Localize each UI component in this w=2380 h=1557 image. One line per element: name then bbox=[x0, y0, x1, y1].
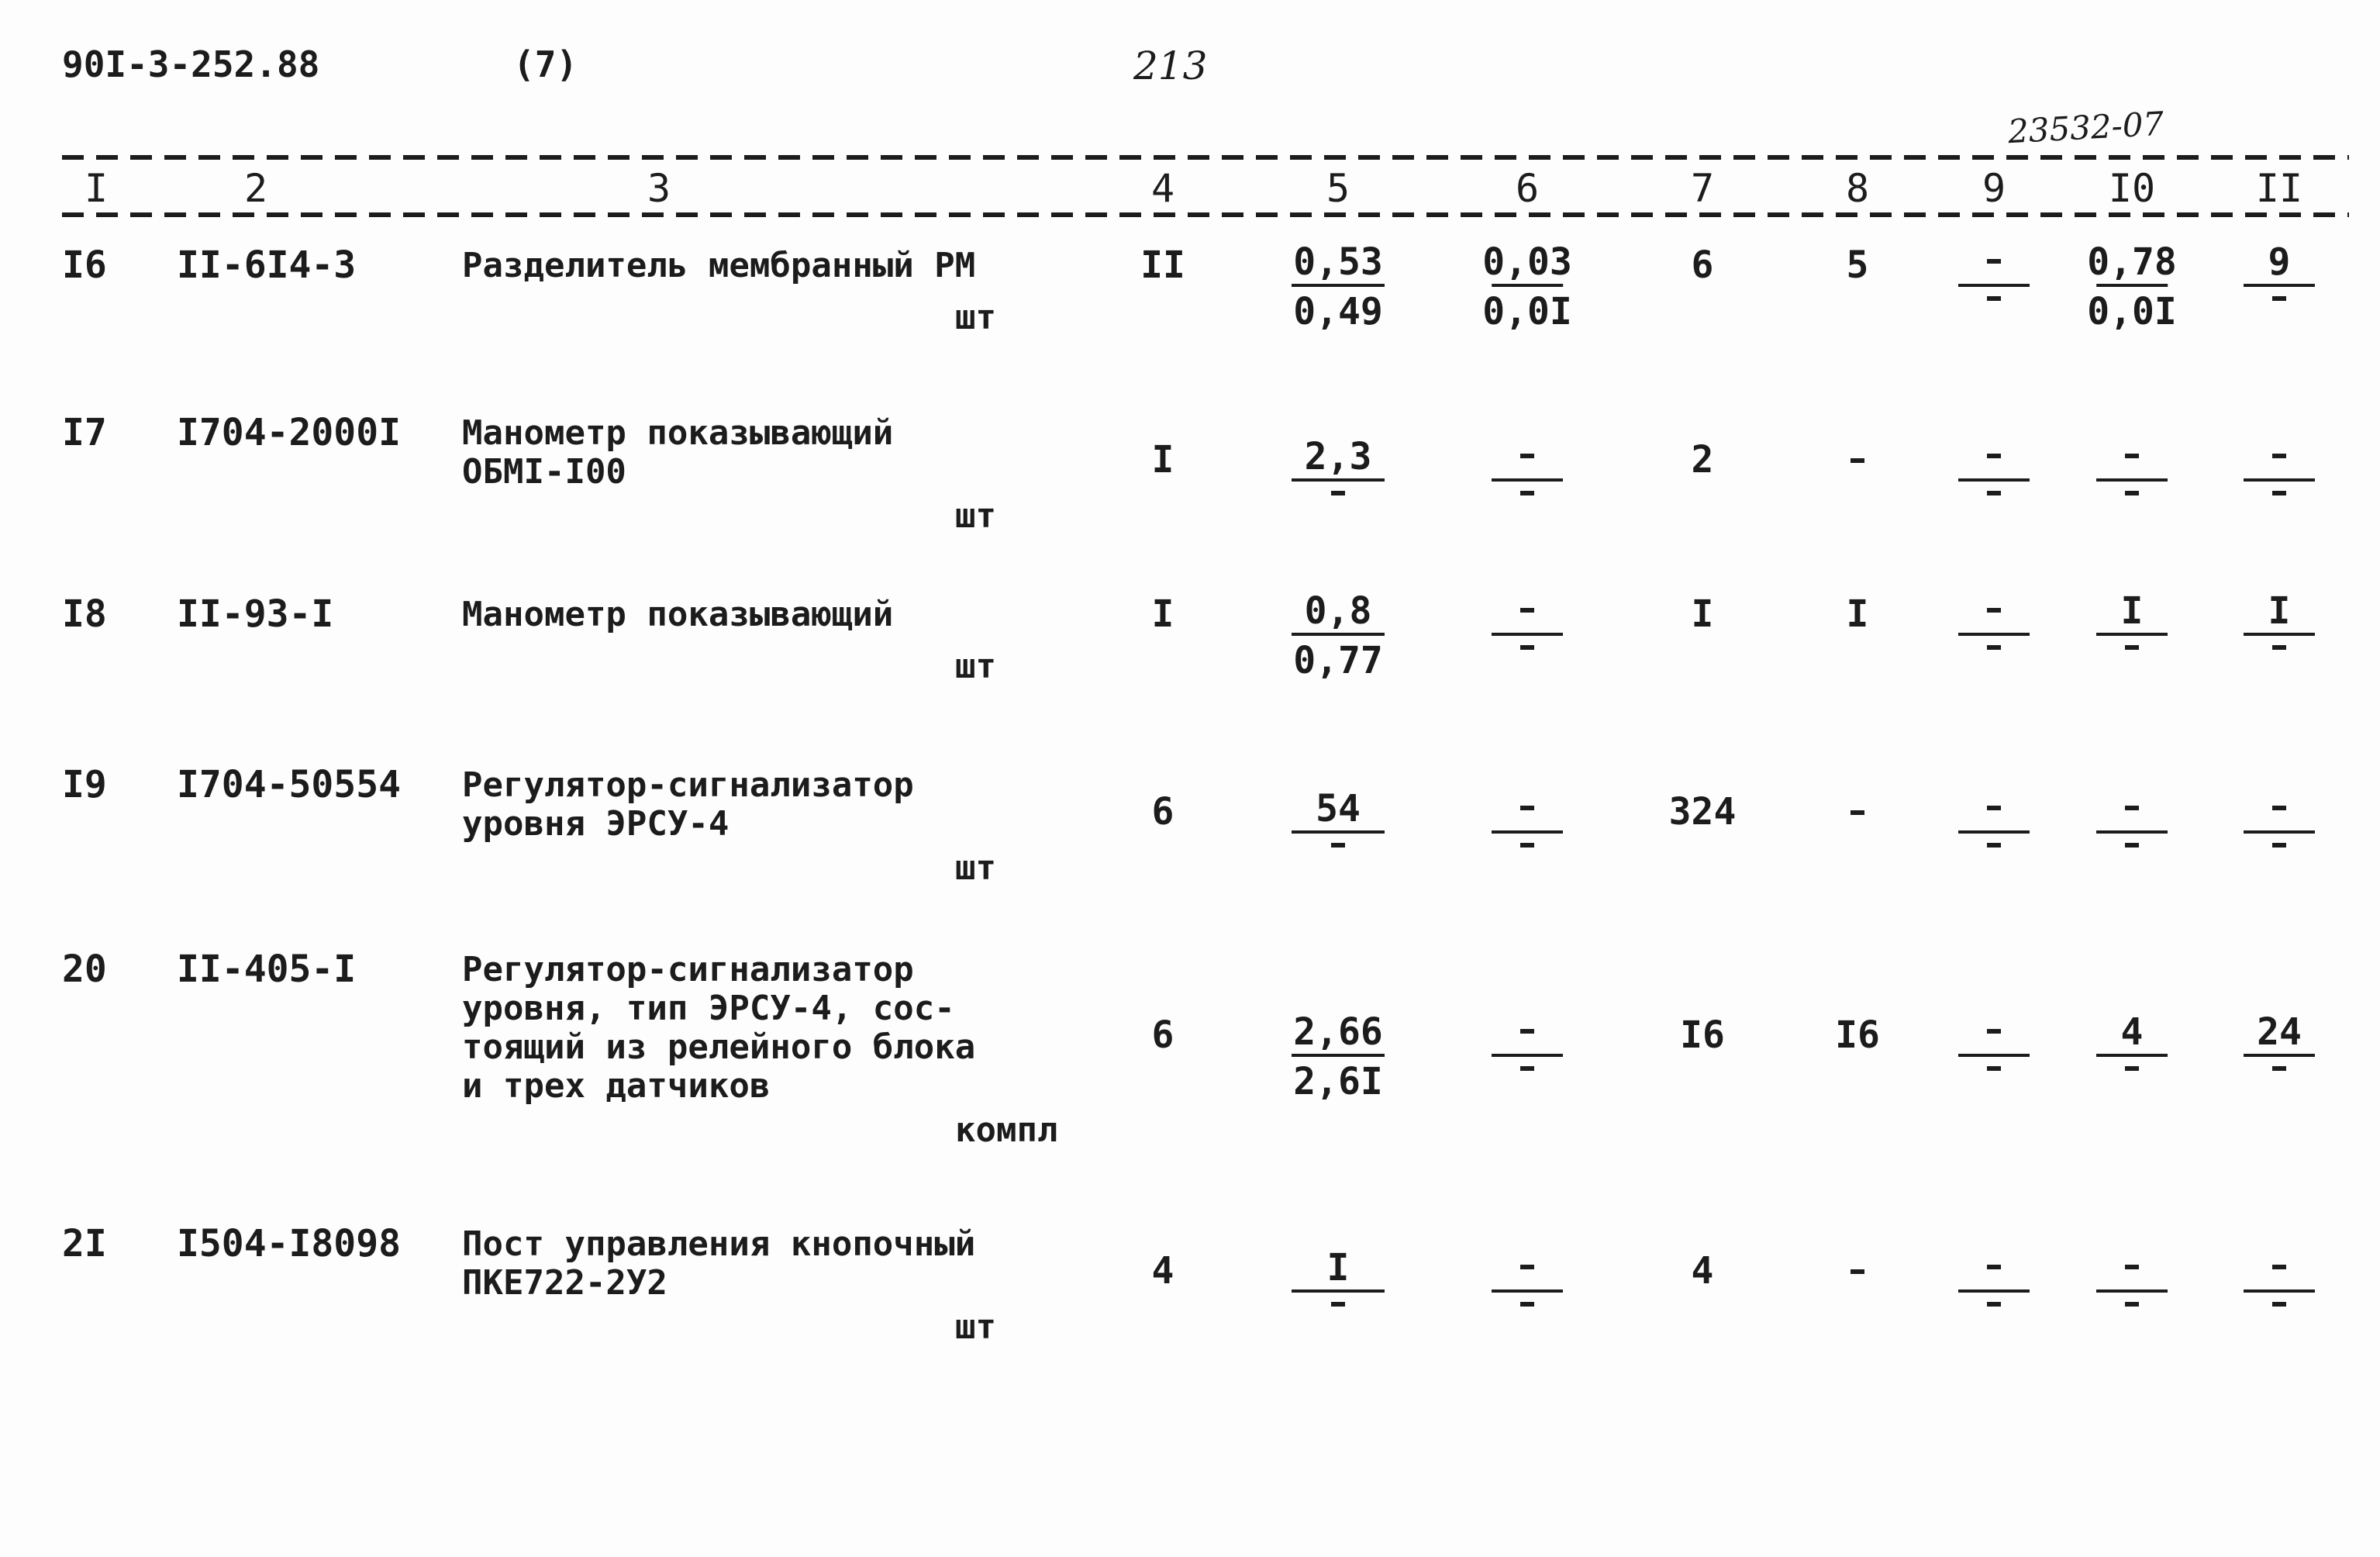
column-7-value: I6 bbox=[1680, 1013, 1725, 1057]
quantity: I bbox=[1151, 592, 1174, 636]
fraction-numerator bbox=[1983, 1248, 2006, 1288]
fraction-bar bbox=[1958, 1289, 2030, 1293]
fraction-cell-c5 bbox=[1292, 437, 1385, 526]
fraction-cell-c11 bbox=[2244, 789, 2315, 879]
fraction-denominator: 0,0I bbox=[2087, 290, 2177, 333]
dash-mark bbox=[2272, 1265, 2286, 1269]
fraction-bar bbox=[1292, 478, 1385, 482]
fraction-denominator bbox=[1327, 486, 1350, 526]
item-name-line: и трех датчиков bbox=[462, 1066, 771, 1106]
header-rule-top bbox=[62, 155, 2349, 160]
fraction-cell-c6 bbox=[1492, 789, 1563, 879]
dash-mark bbox=[2125, 1066, 2139, 1071]
fraction-cell-c9 bbox=[1958, 591, 2030, 681]
fraction-bar bbox=[1492, 1054, 1563, 1057]
fraction-denominator bbox=[1983, 1062, 2006, 1102]
column-number: 8 bbox=[1845, 166, 1870, 211]
fraction-cell-c6 bbox=[1492, 437, 1563, 526]
dash-mark bbox=[2272, 296, 2286, 301]
fraction-bar bbox=[1958, 633, 2030, 636]
dash-mark bbox=[1987, 491, 2001, 495]
fraction-numerator: 0,53 bbox=[1293, 240, 1383, 284]
item-name-line: тоящий из релейного блока bbox=[462, 1027, 976, 1067]
dash-mark bbox=[2125, 1302, 2139, 1307]
dash-mark bbox=[1987, 454, 2001, 458]
fraction-cell-c5 bbox=[1292, 1012, 1385, 1102]
fraction-numerator: 2,3 bbox=[1304, 435, 1372, 478]
quantity: II bbox=[1140, 243, 1185, 287]
dash-mark bbox=[1520, 1265, 1534, 1269]
fraction-cell-c10 bbox=[2096, 1248, 2168, 1338]
fraction-cell-c5 bbox=[1292, 242, 1385, 332]
dash-mark bbox=[1987, 1302, 2001, 1307]
dash-mark bbox=[2125, 454, 2139, 458]
item-name-line: Регулятор-сигнализатор bbox=[462, 765, 914, 805]
column-7-value: 6 bbox=[1691, 243, 1714, 287]
fraction-numerator: I bbox=[2120, 589, 2144, 633]
fraction-bar bbox=[2244, 1289, 2315, 1293]
fraction-bar bbox=[1958, 284, 2030, 287]
column-number: 3 bbox=[647, 166, 671, 211]
fraction-cell-c11 bbox=[2244, 242, 2315, 332]
fraction-numerator bbox=[1983, 591, 2006, 631]
fraction-bar bbox=[2096, 1054, 2168, 1057]
fraction-bar bbox=[1958, 830, 2030, 834]
designation-code: II-405-I bbox=[177, 948, 357, 991]
item-name-line: Разделитель мембранный РМ bbox=[462, 246, 976, 285]
dash-mark bbox=[1520, 608, 1534, 613]
row-number: 20 bbox=[62, 948, 107, 991]
quantity: I bbox=[1151, 438, 1174, 482]
fraction-bar bbox=[1958, 1054, 2030, 1057]
column-8-value: 5 bbox=[1846, 243, 1869, 287]
fraction-denominator bbox=[1983, 486, 2006, 526]
fraction-cell-c11 bbox=[2244, 591, 2315, 681]
row-number: I8 bbox=[62, 592, 107, 636]
column-number: I bbox=[84, 166, 109, 211]
item-name-line: уровня ЭРСУ-4 bbox=[462, 804, 730, 844]
fraction-bar bbox=[2244, 284, 2315, 287]
fraction-bar bbox=[1492, 284, 1563, 287]
unit-of-measure: компл bbox=[955, 1110, 1058, 1150]
dash-mark bbox=[2125, 843, 2139, 848]
document-code: 90I-3-252.88 bbox=[62, 43, 320, 85]
fraction-denominator bbox=[1516, 640, 1539, 681]
fraction-denominator: 0,77 bbox=[1293, 639, 1383, 682]
unit-of-measure: шт bbox=[955, 496, 996, 536]
archive-stamp: 23532-07 bbox=[2006, 104, 2165, 151]
fraction-denominator: 0,0I bbox=[1482, 290, 1572, 333]
fraction-cell-c9 bbox=[1958, 789, 2030, 879]
fraction-cell-c10 bbox=[2087, 242, 2177, 332]
fraction-denominator bbox=[1516, 1297, 1539, 1338]
dash-mark bbox=[1987, 1029, 2001, 1034]
row-number: 2I bbox=[62, 1222, 107, 1265]
fraction-bar bbox=[2096, 478, 2168, 482]
fraction-numerator: I bbox=[1326, 1246, 1350, 1289]
quantity: 6 bbox=[1151, 790, 1174, 834]
fraction-bar bbox=[1958, 478, 2030, 482]
row-number: I7 bbox=[62, 411, 107, 454]
fraction-denominator bbox=[2268, 292, 2291, 332]
dash-mark bbox=[1520, 454, 1534, 458]
dash-mark bbox=[1520, 1029, 1534, 1034]
dash-mark bbox=[2272, 843, 2286, 848]
fraction-numerator: 4 bbox=[2120, 1010, 2144, 1054]
fraction-cell-c5 bbox=[1292, 789, 1385, 879]
fraction-denominator bbox=[1516, 486, 1539, 526]
fraction-cell-c6 bbox=[1492, 1248, 1563, 1338]
fraction-bar bbox=[1492, 1289, 1563, 1293]
dash-mark bbox=[2125, 806, 2139, 810]
fraction-numerator bbox=[2121, 789, 2144, 829]
column-number: 2 bbox=[243, 166, 268, 211]
fraction-cell-c6 bbox=[1492, 1012, 1563, 1102]
dash-mark bbox=[1987, 259, 2001, 264]
item-name-line: ПКЕ722-2У2 bbox=[462, 1263, 667, 1303]
designation-code: I704-2000I bbox=[177, 411, 401, 454]
dash-mark bbox=[1520, 645, 1534, 650]
fraction-bar bbox=[2244, 633, 2315, 636]
fraction-bar bbox=[2096, 633, 2168, 636]
fraction-denominator bbox=[2121, 486, 2144, 526]
fraction-bar bbox=[1292, 1054, 1385, 1057]
quantity: 6 bbox=[1151, 1013, 1174, 1057]
fraction-cell-c11 bbox=[2244, 1248, 2315, 1338]
dash-mark bbox=[1331, 843, 1345, 848]
fraction-bar bbox=[2244, 478, 2315, 482]
fraction-denominator bbox=[2121, 1297, 2144, 1338]
item-name-line: уровня, тип ЭРСУ-4, сос- bbox=[462, 989, 955, 1028]
unit-of-measure: шт bbox=[955, 647, 996, 686]
fraction-bar bbox=[1492, 478, 1563, 482]
dash-mark bbox=[2125, 491, 2139, 495]
fraction-denominator bbox=[1516, 838, 1539, 879]
fraction-bar bbox=[1492, 633, 1563, 636]
fraction-denominator bbox=[2268, 640, 2291, 681]
column-number: 9 bbox=[1982, 166, 2006, 211]
fraction-numerator bbox=[1516, 437, 1539, 477]
dash-mark bbox=[2272, 806, 2286, 810]
fraction-denominator bbox=[2268, 1062, 2291, 1102]
dash-mark bbox=[2272, 454, 2286, 458]
fraction-denominator bbox=[1983, 838, 2006, 879]
dash-mark bbox=[2272, 1302, 2286, 1307]
fraction-cell-c9 bbox=[1958, 1012, 2030, 1102]
dash-mark bbox=[2272, 1066, 2286, 1071]
fraction-bar bbox=[2096, 1289, 2168, 1293]
fraction-numerator bbox=[1516, 1248, 1539, 1288]
fraction-cell-c10 bbox=[2096, 591, 2168, 681]
item-name-line: Манометр показывающий bbox=[462, 413, 894, 453]
fraction-cell-c11 bbox=[2244, 1012, 2315, 1102]
column-number: 4 bbox=[1150, 166, 1175, 211]
fraction-numerator: 2,66 bbox=[1293, 1010, 1383, 1054]
fraction-numerator: 0,8 bbox=[1304, 589, 1372, 633]
page-number: 213 bbox=[1133, 43, 1208, 88]
fraction-cell-c9 bbox=[1958, 1248, 2030, 1338]
fraction-numerator bbox=[1983, 242, 2006, 282]
column-7-value: 4 bbox=[1691, 1249, 1714, 1293]
fraction-denominator bbox=[1327, 1297, 1350, 1338]
column-8-value bbox=[1847, 441, 1869, 478]
fraction-bar bbox=[2244, 1054, 2315, 1057]
dash-mark bbox=[1987, 645, 2001, 650]
fraction-denominator: 2,6I bbox=[1293, 1060, 1383, 1103]
dash-mark bbox=[1987, 843, 2001, 848]
fraction-bar bbox=[1492, 830, 1563, 834]
column-8-value bbox=[1847, 793, 1869, 830]
dash-mark bbox=[2272, 645, 2286, 650]
dash-mark bbox=[1987, 1066, 2001, 1071]
fraction-bar bbox=[2244, 830, 2315, 834]
fraction-denominator bbox=[1983, 1297, 2006, 1338]
item-name-line: ОБМI-I00 bbox=[462, 452, 626, 492]
item-name-line: Манометр показывающий bbox=[462, 595, 894, 634]
fraction-bar bbox=[2096, 830, 2168, 834]
fraction-denominator bbox=[2268, 486, 2291, 526]
fraction-numerator bbox=[1983, 789, 2006, 829]
dash-mark bbox=[1520, 1302, 1534, 1307]
fraction-numerator bbox=[1516, 591, 1539, 631]
fraction-cell-c9 bbox=[1958, 242, 2030, 332]
fraction-denominator bbox=[1983, 640, 2006, 681]
fraction-numerator: 24 bbox=[2257, 1010, 2302, 1054]
column-8-value: I bbox=[1846, 592, 1869, 636]
fraction-bar bbox=[1292, 633, 1385, 636]
fraction-denominator bbox=[1327, 838, 1350, 879]
column-8-value: I6 bbox=[1835, 1013, 1880, 1057]
fraction-cell-c10 bbox=[2096, 437, 2168, 526]
column-8-value bbox=[1847, 1252, 1869, 1289]
fraction-numerator: I bbox=[2268, 589, 2291, 633]
dash-mark bbox=[1331, 491, 1345, 495]
designation-code: I504-I8098 bbox=[177, 1222, 401, 1265]
dash-mark bbox=[1987, 608, 2001, 613]
column-7-value: 324 bbox=[1668, 790, 1737, 834]
unit-of-measure: шт bbox=[955, 298, 996, 337]
fraction-numerator bbox=[2268, 1248, 2291, 1288]
column-number: II bbox=[2255, 166, 2303, 211]
dash-mark bbox=[2125, 1265, 2139, 1269]
fraction-numerator: 54 bbox=[1316, 787, 1361, 830]
fraction-numerator bbox=[1516, 1012, 1539, 1052]
fraction-cell-c5 bbox=[1292, 591, 1385, 681]
fraction-denominator bbox=[2121, 640, 2144, 681]
fraction-denominator bbox=[2268, 838, 2291, 879]
fraction-numerator bbox=[1983, 437, 2006, 477]
fraction-numerator bbox=[1983, 1012, 2006, 1052]
dash-mark bbox=[2125, 645, 2139, 650]
fraction-denominator bbox=[2268, 1297, 2291, 1338]
dash-mark bbox=[1987, 1265, 2001, 1269]
fraction-numerator: 9 bbox=[2268, 240, 2291, 284]
fraction-cell-c10 bbox=[2096, 789, 2168, 879]
fraction-cell-c9 bbox=[1958, 437, 2030, 526]
dash-mark bbox=[1520, 491, 1534, 495]
dash-mark bbox=[1520, 1066, 1534, 1071]
designation-code: II-93-I bbox=[177, 592, 334, 636]
column-number: 6 bbox=[1515, 166, 1540, 211]
fraction-numerator: 0,78 bbox=[2087, 240, 2177, 284]
sheet-number: (7) bbox=[513, 43, 578, 85]
fraction-cell-c10 bbox=[2096, 1012, 2168, 1102]
unit-of-measure: шт bbox=[955, 848, 996, 888]
fraction-bar bbox=[2096, 284, 2168, 287]
fraction-cell-c11 bbox=[2244, 437, 2315, 526]
fraction-bar bbox=[1292, 830, 1385, 834]
fraction-cell-c6 bbox=[1482, 242, 1572, 332]
fraction-numerator: 0,03 bbox=[1482, 240, 1572, 284]
fraction-numerator bbox=[2268, 789, 2291, 829]
dash-mark bbox=[1987, 806, 2001, 810]
column-7-value: I bbox=[1691, 592, 1714, 636]
fraction-numerator bbox=[2121, 437, 2144, 477]
fraction-bar bbox=[1292, 1289, 1385, 1293]
dash-mark bbox=[1520, 843, 1534, 848]
fraction-numerator bbox=[2121, 1248, 2144, 1288]
header-rule-bottom bbox=[62, 212, 2349, 217]
fraction-denominator bbox=[2121, 1062, 2144, 1102]
designation-code: I704-50554 bbox=[177, 763, 401, 806]
fraction-denominator bbox=[2121, 838, 2144, 879]
fraction-denominator bbox=[1516, 1062, 1539, 1102]
item-name-line: Регулятор-сигнализатор bbox=[462, 950, 914, 989]
quantity: 4 bbox=[1151, 1249, 1174, 1293]
column-number: I0 bbox=[2108, 166, 2156, 211]
row-number: I9 bbox=[62, 763, 107, 806]
fraction-denominator bbox=[1983, 292, 2006, 332]
row-number: I6 bbox=[62, 243, 107, 287]
fraction-numerator bbox=[2268, 437, 2291, 477]
unit-of-measure: шт bbox=[955, 1307, 996, 1347]
fraction-bar bbox=[1292, 284, 1385, 287]
column-number: 7 bbox=[1690, 166, 1715, 211]
column-7-value: 2 bbox=[1691, 438, 1714, 482]
fraction-cell-c6 bbox=[1492, 591, 1563, 681]
dash-mark bbox=[2272, 491, 2286, 495]
designation-code: II-6I4-3 bbox=[177, 243, 357, 287]
dash-mark bbox=[1987, 296, 2001, 301]
fraction-numerator bbox=[1516, 789, 1539, 829]
item-name-line: Пост управления кнопочный bbox=[462, 1224, 976, 1264]
column-number: 5 bbox=[1326, 166, 1350, 211]
dash-mark bbox=[1331, 1302, 1345, 1307]
dash-mark bbox=[1520, 806, 1534, 810]
fraction-cell-c5 bbox=[1292, 1248, 1385, 1338]
fraction-denominator: 0,49 bbox=[1293, 290, 1383, 333]
